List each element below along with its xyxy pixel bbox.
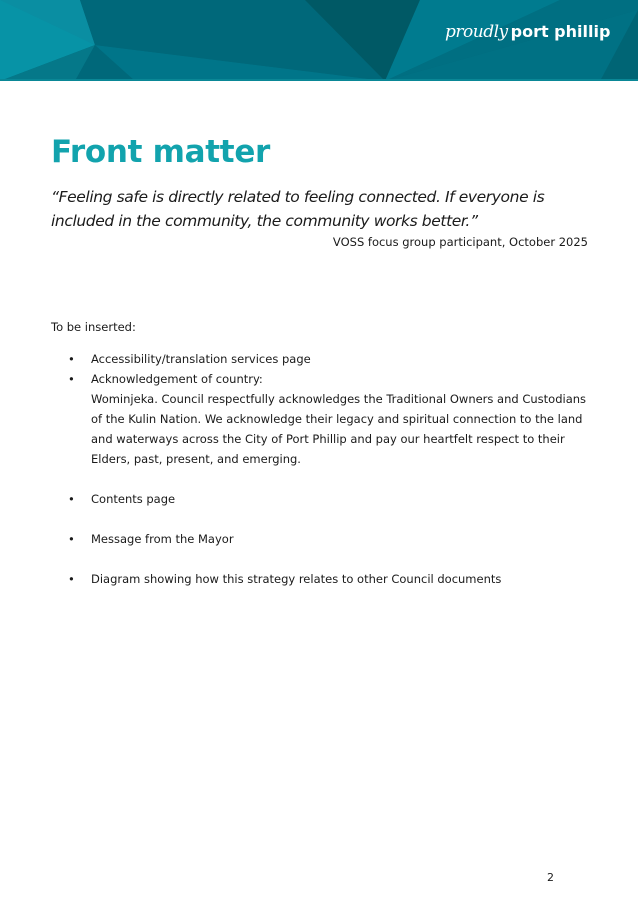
logo-wordmark: port phillip — [510, 22, 611, 41]
page-number: 2 — [547, 871, 554, 884]
list-item-label: Acknowledgement of country: — [91, 372, 263, 386]
list-item-label: Diagram showing how this strategy relates to other Council documents — [91, 572, 502, 586]
pull-quote: “Feeling safe is directly related to feeling connected. If everyone is included in the community, the community works better.” — [51, 188, 545, 230]
list-item — [51, 489, 591, 509]
list-item — [51, 349, 591, 369]
list-item — [51, 529, 591, 549]
acknowledgement-of-country-text: Wominjeka. Council respectfully acknowledges the Traditional Owners and Custodians of the Kulin Nation. We acknowledge their legacy and spiritual connection to the land and waterways across the City of Port Phillip and pay our heartfelt respect to their Elders, past, present, and emerging. — [91, 392, 587, 466]
quote-attribution: VOSS focus group participant, October 2025 — [332, 235, 588, 249]
page-title: Front matter — [51, 134, 271, 170]
logo-script: proudly — [445, 22, 508, 42]
banner-bottom-rule — [0, 79, 638, 81]
to-be-inserted-list — [51, 349, 591, 589]
bullet-icon: • — [68, 352, 75, 366]
list-item-label: Message from the Mayor — [91, 532, 234, 546]
bullet-icon: • — [68, 372, 75, 386]
bullet-icon: • — [68, 492, 75, 506]
header-banner — [0, 0, 638, 81]
list-item — [51, 369, 591, 469]
list-item-label: Accessibility/translation services page — [91, 352, 311, 366]
list-item — [51, 569, 591, 589]
proudly-port-phillip-logo — [445, 22, 610, 42]
bullet-icon: • — [68, 572, 75, 586]
intro-text: To be inserted: — [51, 320, 136, 334]
list-item-label: Contents page — [91, 492, 176, 506]
bullet-icon: • — [68, 532, 75, 546]
